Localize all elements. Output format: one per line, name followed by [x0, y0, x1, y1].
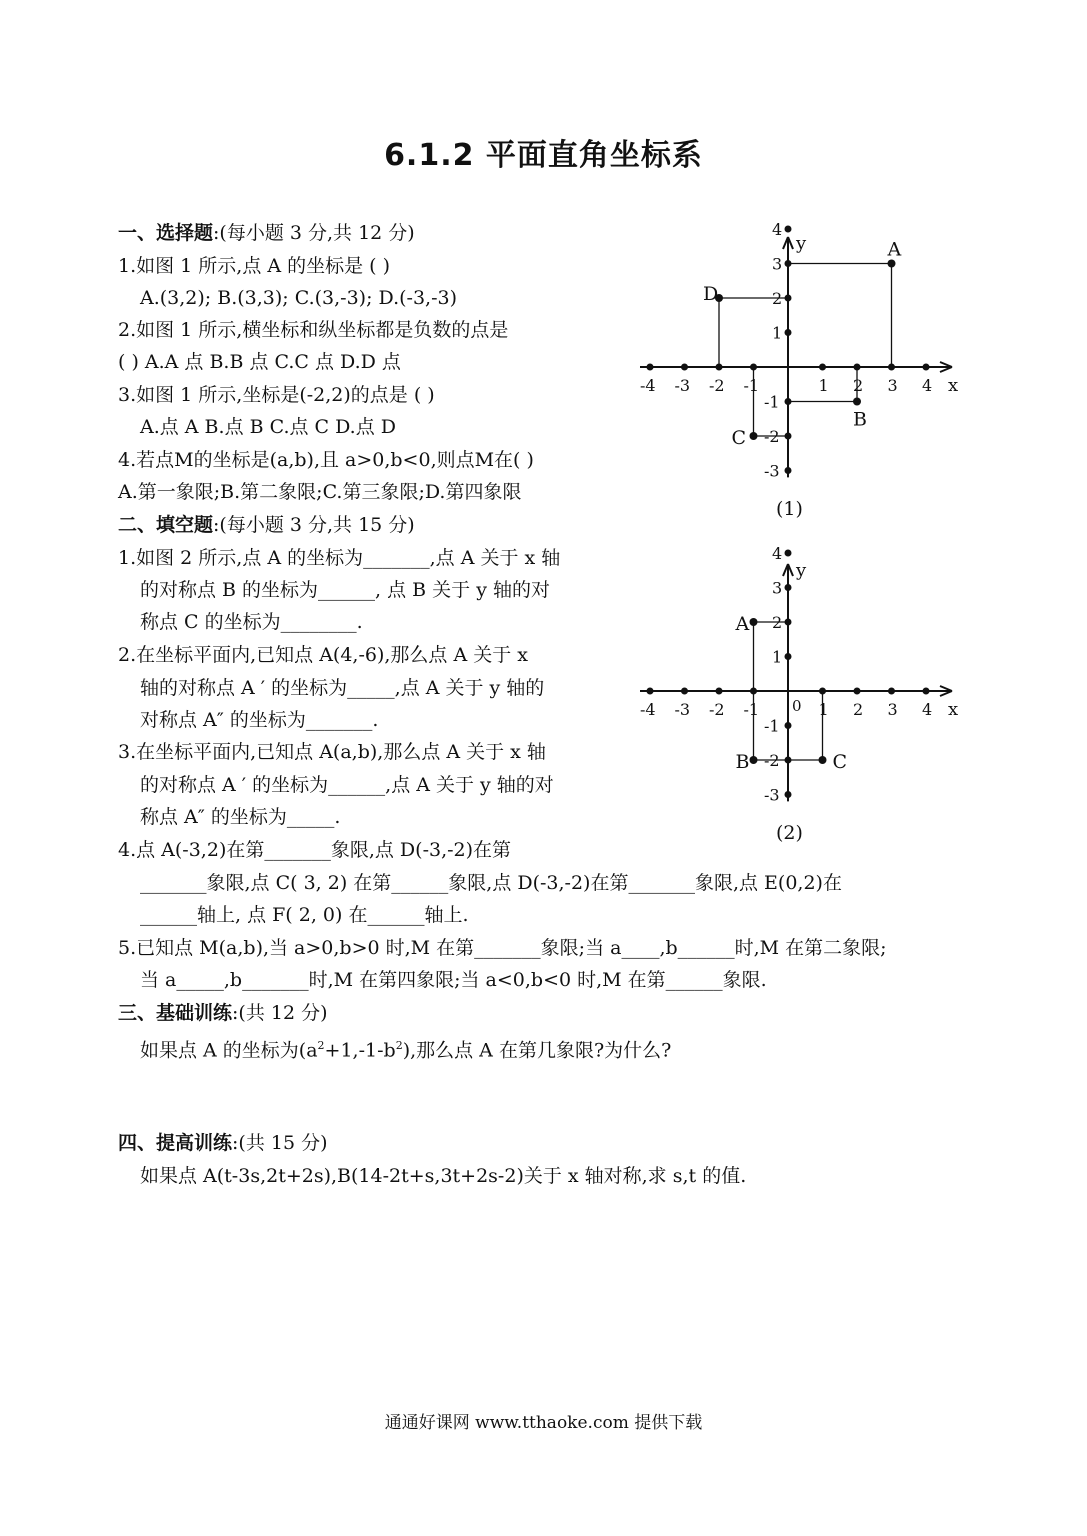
x-tick-label: 4: [922, 376, 933, 395]
x-tick-dot: [888, 688, 895, 695]
section-1-heading: [118, 221, 415, 245]
q1-3: 3.如图 1 所示,坐标是(-2,2)的点是 ( ): [118, 384, 435, 406]
y-tick-dot: [785, 226, 792, 233]
x-axis-label: x: [948, 699, 959, 720]
x-tick-label: 2: [853, 700, 864, 719]
x-tick-dot: [681, 364, 688, 371]
y-tick-dot: [785, 722, 792, 729]
x-tick-label: 4: [922, 700, 933, 719]
y-tick-label: 3: [772, 578, 783, 598]
q1-2-options: ( ) A.A 点 B.B 点 C.C 点 D.D 点: [118, 351, 401, 373]
point-label-a: A: [887, 238, 902, 261]
q2-4-line3: ______轴上, 点 F( 2, 0) 在______轴上.: [140, 904, 469, 926]
y-tick-label: -3: [764, 461, 780, 481]
point-b: [750, 756, 758, 764]
section-2-note: :(每小题 3 分,共 15 分): [213, 514, 415, 536]
x-tick-label: -4: [640, 700, 656, 719]
q1-3-options: A.点 A B.点 B C.点 C D.点 D: [140, 416, 396, 438]
x-tick-dot: [854, 688, 861, 695]
q1-1: 1.如图 1 所示,点 A 的坐标是 ( ): [118, 255, 391, 277]
q2-1-line2: 的对称点 B 的坐标为______, 点 B 关于 y 轴的对: [140, 579, 550, 601]
q1-4: 4.若点M的坐标是(a,b),且 a>0,b<0,则点M在( ): [118, 449, 534, 471]
y-tick-dot: [785, 653, 792, 660]
section-2-heading: [118, 513, 415, 537]
q4-text: 如果点 A(t-3s,2t+2s),B(14-2t+s,3t+2s-2)关于 x 轴对称,求 s,t 的值.: [140, 1165, 747, 1187]
x-tick-label: -2: [709, 376, 725, 395]
point-b: [853, 398, 861, 406]
y-axis-label: y: [796, 560, 807, 581]
x-tick-dot: [819, 364, 826, 371]
q2-2-line3: 对称点 A″ 的坐标为_______.: [140, 709, 379, 731]
figure-caption: (2): [776, 822, 803, 844]
x-tick-dot: [923, 364, 930, 371]
point-c: [819, 756, 827, 764]
section-2-title: 二、填空题: [118, 514, 214, 536]
x-tick-label: 3: [887, 700, 898, 719]
origin-label: 0: [792, 697, 802, 715]
point-a: [750, 618, 758, 626]
q2-5-line1: 5.已知点 M(a,b),当 a>0,b>0 时,M 在第_______象限;当 a____,b______时,M 在第二象限;: [118, 937, 887, 959]
section-4-heading: [118, 1131, 328, 1155]
y-tick-label: 2: [772, 613, 783, 632]
y-tick-dot: [785, 467, 792, 474]
x-tick-label: -2: [709, 700, 725, 719]
footer-text: 通通好课网 www.tthaoke.com 提供下载: [384, 1413, 703, 1433]
x-tick-label: -1: [743, 376, 760, 395]
y-tick-label: -1: [764, 392, 780, 412]
q3-part-b: +1,-1-b: [324, 1039, 396, 1062]
y-tick-label: 3: [772, 254, 783, 274]
section-1-note: :(每小题 3 分,共 12 分): [213, 222, 415, 244]
section-3-title: 三、基础训练: [118, 1002, 233, 1024]
y-tick-dot: [785, 550, 792, 557]
figure-1: [630, 220, 970, 525]
x-tick-label: 2: [853, 376, 864, 395]
q3-part-a: 如果点 A 的坐标为(a: [140, 1039, 318, 1062]
y-tick-label: 4: [772, 544, 783, 563]
y-tick-label: -2: [764, 427, 780, 446]
section-4-note: :(共 15 分): [232, 1132, 328, 1154]
point-label-b: B: [735, 751, 750, 773]
point-label-d: D: [703, 283, 719, 305]
section-3-heading: [118, 1001, 328, 1025]
y-axis-label: y: [796, 233, 807, 254]
q1-1-options: A.(3,2); B.(3,3); C.(3,-3); D.(-3,-3): [140, 287, 458, 309]
y-tick-label: 1: [772, 323, 783, 343]
point-label-c: C: [832, 751, 848, 773]
x-tick-label: -4: [640, 376, 656, 395]
point-label-a: A: [735, 613, 750, 635]
y-tick-dot: [785, 329, 792, 336]
x-tick-label: 3: [887, 376, 898, 395]
q3-part-c: ),那么点 A 在第几象限?为什么?: [402, 1039, 672, 1062]
x-tick-dot: [681, 688, 688, 695]
y-tick-label: -2: [764, 751, 780, 770]
y-tick-label: -3: [764, 785, 780, 805]
x-tick-label: 1: [818, 376, 829, 395]
point-c: [750, 432, 758, 440]
x-tick-dot: [923, 688, 930, 695]
q1-4-options: A.第一象限;B.第二象限;C.第三象限;D.第四象限: [118, 481, 522, 503]
y-tick-label: 2: [772, 289, 783, 308]
page-title: 6.1.2 平面直角坐标系: [384, 138, 703, 173]
point-a: [888, 260, 896, 268]
q3-text: [140, 1034, 671, 1062]
q3-superscript-1: 2: [317, 1039, 325, 1052]
q2-1-line1: 1.如图 2 所示,点 A 的坐标为_______,点 A 关于 x 轴: [118, 547, 561, 569]
figure-2: [630, 544, 970, 844]
section-4-title: 四、提高训练: [118, 1132, 233, 1154]
q2-5-line2: 当 a_____,b_______时,M 在第四象限;当 a<0,b<0 时,M 在第______象限.: [140, 969, 767, 991]
q2-4-line2: _______象限,点 C( 3, 2) 在第______象限,点 D(-3,-2)在第_______象限,点 E(0,2)在: [140, 872, 842, 894]
q1-2: 2.如图 1 所示,横坐标和纵坐标都是负数的点是: [118, 319, 509, 341]
x-tick-dot: [647, 688, 654, 695]
q2-1-line3: 称点 C 的坐标为________.: [140, 611, 363, 633]
q2-2-line2: 轴的对称点 A ′ 的坐标为_____,点 A 关于 y 轴的: [140, 677, 545, 699]
y-tick-label: -1: [764, 716, 780, 736]
q3-superscript-2: 2: [395, 1039, 403, 1052]
section-3-note: :(共 12 分): [232, 1002, 328, 1024]
q2-3-line1: 3.在坐标平面内,已知点 A(a,b),那么点 A 关于 x 轴: [118, 741, 546, 763]
y-tick-dot: [785, 791, 792, 798]
x-tick-label: -3: [674, 376, 691, 395]
point-label-b: B: [853, 408, 867, 431]
x-tick-label: -3: [674, 700, 691, 719]
x-tick-dot: [647, 364, 654, 371]
figure-caption: (1): [776, 498, 803, 520]
y-tick-dot: [785, 584, 792, 591]
x-tick-label: 1: [818, 700, 829, 719]
q2-3-line2: 的对称点 A ′ 的坐标为______,点 A 关于 y 轴的对: [140, 774, 554, 796]
section-1-title: 一、选择题: [118, 222, 214, 244]
q2-3-line3: 称点 A″ 的坐标为_____.: [140, 806, 341, 828]
x-tick-label: -1: [743, 700, 760, 719]
q2-2-line1: 2.在坐标平面内,已知点 A(4,-6),那么点 A 关于 x: [118, 644, 528, 666]
y-tick-label: 1: [772, 647, 783, 667]
x-axis-label: x: [948, 375, 959, 396]
point-label-c: C: [731, 427, 747, 449]
q2-4-line1: 4.点 A(-3,2)在第_______象限,点 D(-3,-2)在第: [118, 839, 512, 861]
x-tick-dot: [716, 688, 723, 695]
y-tick-label: 4: [772, 220, 783, 239]
